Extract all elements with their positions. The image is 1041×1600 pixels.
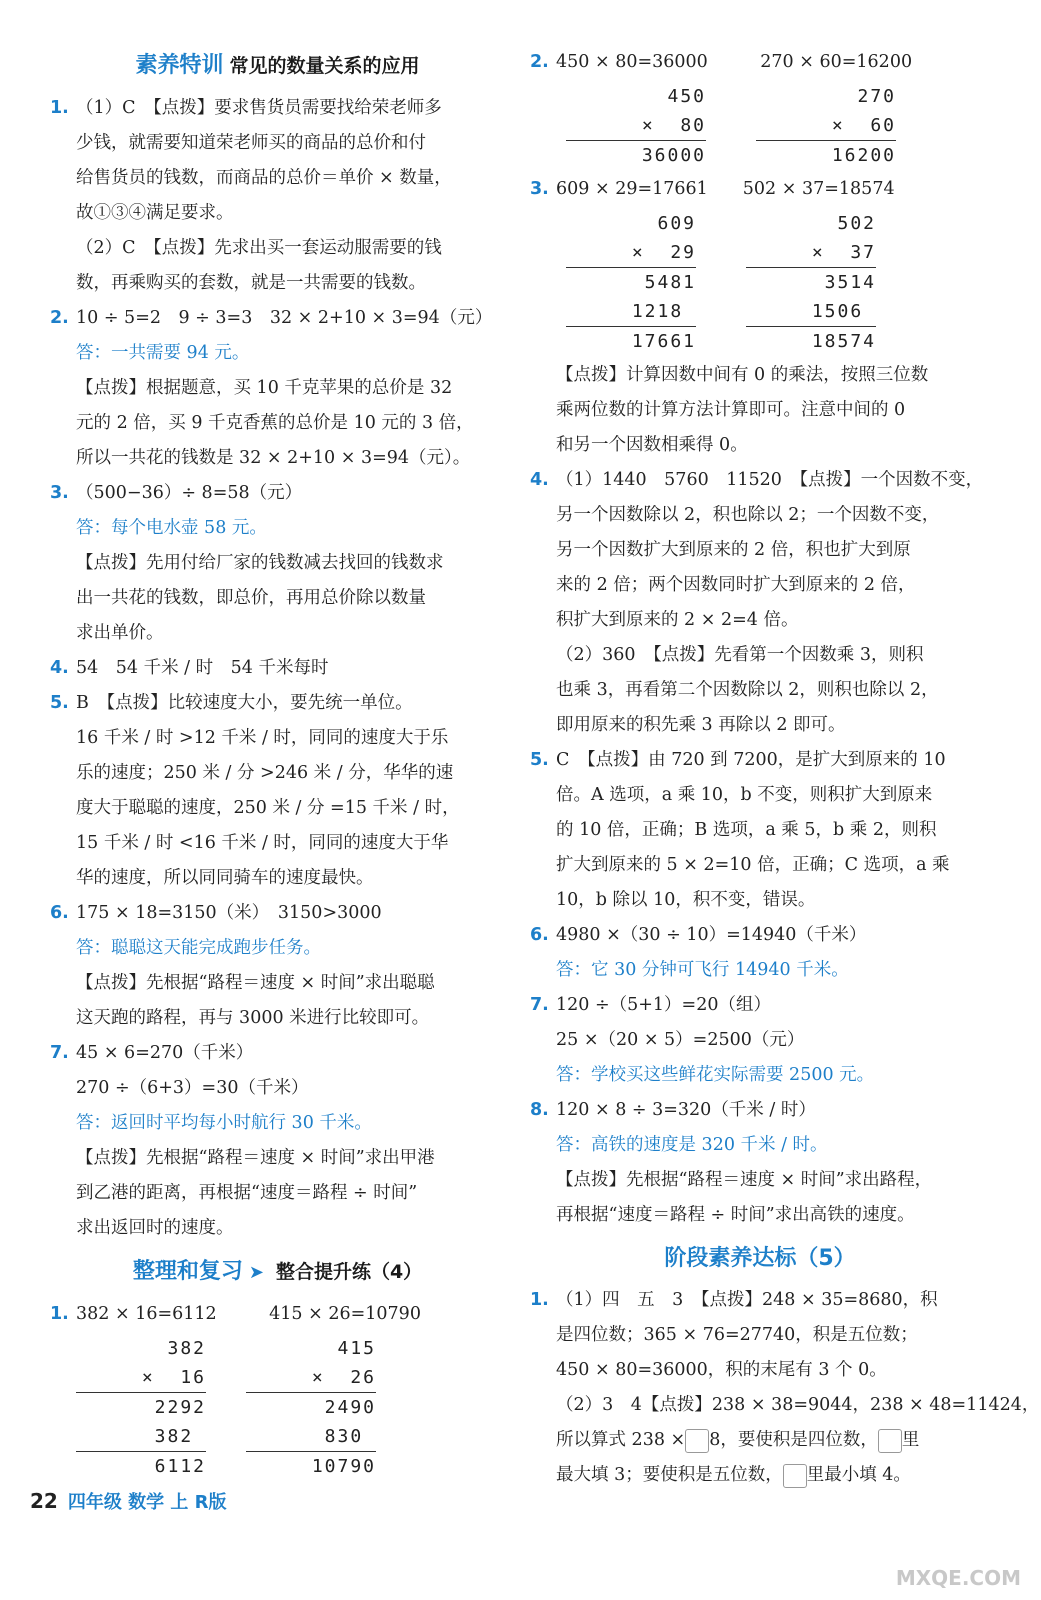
section-title-1: 素养特训 常见的数量关系的应用 [135, 53, 420, 78]
q5-line1: 5. B 【点拨】比较速度大小，要先统一单位。 [50, 693, 413, 713]
review-q3-tip3: 和另一个因数相乘得 0。 [556, 435, 748, 455]
q6-line1: 6. 175 × 18=3150（米） 3150>3000 [50, 903, 382, 923]
vertical-calc-502x37: 502 × 37 3514 1506 18574 [746, 209, 876, 356]
review-q8-line1: 8. 120 × 8 ÷ 3=320（千米 / 时） [530, 1100, 816, 1120]
review-q1-line1: 1. 382 × 16=6112 415 × 26=10790 [50, 1304, 421, 1324]
stage-q1-line6: 最大填 3；要使积是五位数， 里最小填 4。 [530, 1458, 990, 1493]
q7-tip3: 求出返回时的速度。 [76, 1218, 234, 1238]
stage-q1-line1: 1. （1）四 五 3 【点拨】248 × 35=8680，积 [530, 1290, 938, 1310]
page-number: 22 [30, 1489, 58, 1513]
q7-tip2: 到乙港的距离，再根据“速度＝路程 ÷ 时间” [76, 1183, 418, 1203]
q1-line6: 数，再乘购买的套数，就是一共需要的钱数。 [76, 273, 426, 293]
stage-q1-line5: 所以算式 238 × 8，要使积是四位数， 里 [530, 1423, 990, 1458]
q3-tip3: 求出单价。 [76, 623, 164, 643]
review-q4-line8: 即用原来的积先乘 3 再除以 2 即可。 [556, 715, 846, 735]
q5-line2: 16 千米 / 时 >12 千米 / 时，同同的速度大于乐 [76, 728, 449, 748]
review-q8-tip1: 【点拨】先根据“路程＝速度 × 时间”求出路程， [556, 1170, 933, 1190]
review-q3-tip2: 乘两位数的计算方法计算即可。注意中间的 0 [556, 400, 906, 420]
q2-line1: 2. 10 ÷ 5=2 9 ÷ 3=3 32 × 2+10 × 3=94（元） [50, 308, 493, 328]
review-q4-line6: （2）360 【点拨】先看第一个因数乘 3，则积 [556, 645, 924, 665]
q2-tip1: 【点拨】根据题意，买 10 千克苹果的总价是 32 [76, 378, 453, 398]
review-q2-line1: 2. 450 × 80=36000 270 × 60=16200 [530, 52, 913, 72]
q4-line1: 4. 54 54 千米 / 时 54 千米每时 [50, 658, 329, 678]
q1-line1: 1. （1）C 【点拨】要求售货员需要找给荣老师多 [50, 98, 442, 118]
review-q5-line3: 的 10 倍，正确；B 选项，a 乘 5，b 乘 2，则积 [556, 820, 937, 840]
q6-tip1: 【点拨】先根据“路程＝速度 × 时间”求出聪聪 [76, 973, 435, 993]
review-q4-line5: 积扩大到原来的 2 × 2=4 倍。 [556, 610, 799, 630]
vertical-calc-270x60: 270 × 60 16200 [756, 82, 896, 170]
section-title-2: 整理和复习 ➤ 整合提升练（4） [132, 1259, 423, 1284]
review-q4-line3: 另一个因数扩大到原来的 2 倍，积也扩大到原 [556, 540, 911, 560]
arrow-right-icon: ➤ [248, 1262, 264, 1283]
vertical-calc-382x16: 382 × 16 2292 382 6112 [76, 1334, 206, 1481]
review-q8-tip2: 再根据“速度＝路程 ÷ 时间”求出高铁的速度。 [556, 1205, 915, 1225]
q1-line4: 故①③④满足要求。 [76, 203, 234, 223]
q2-answer: 答：一共需要 94 元。 [76, 343, 250, 363]
q6-answer: 答：聪聪这天能完成跑步任务。 [76, 938, 321, 958]
watermark: MXQE.COM [895, 1566, 1021, 1590]
review-q4-line7: 也乘 3，再看第二个因数除以 2，则积也除以 2， [556, 680, 939, 700]
book-title: 四年级 数学 上 R版 [67, 1492, 227, 1513]
vertical-calcs-3 [566, 209, 990, 356]
stage-q1-line3: 450 × 80=36000，积的末尾有 3 个 0。 [556, 1360, 887, 1380]
q1-line3: 给售货员的钱数，而商品的总价＝单价 × 数量， [76, 168, 452, 188]
q1-line2: 少钱，就需要知道荣老师买的商品的总价和付 [76, 133, 426, 153]
stage-q1-line4: （2）3 4【点拨】238 × 38=9044，238 × 48=11424， [556, 1395, 1040, 1415]
left-column [50, 40, 505, 1483]
q6-tip2: 这天跑的路程，再与 3000 米进行比较即可。 [76, 1008, 430, 1028]
review-q7-line1: 7. 120 ÷（5+1）=20（组） [530, 995, 771, 1015]
q3-answer: 答：每个电水壶 58 元。 [76, 518, 267, 538]
review-q7-answer: 答：学校买这些鲜花实际需要 2500 元。 [556, 1065, 875, 1085]
q7-answer: 答：返回时平均每小时航行 30 千米。 [76, 1113, 372, 1133]
blank-box [783, 1464, 807, 1488]
page-footer [30, 1488, 227, 1514]
q5-line3: 乐的速度；250 米 / 分 >246 米 / 分，华华的速 [76, 763, 454, 783]
review-q3-line1: 3. 609 × 29=17661 502 × 37=18574 [530, 179, 895, 199]
right-column [530, 40, 1040, 1493]
q5-line6: 华的速度，所以同同骑车的速度最快。 [76, 868, 374, 888]
review-q6-line1: 6. 4980 ×（30 ÷ 10）=14940（千米） [530, 925, 867, 945]
q3-line1: 3. （500−36）÷ 8=58（元） [50, 483, 303, 503]
vertical-calcs-1 [76, 1334, 505, 1481]
review-q5-line5: 10，b 除以 10，积不变，错误。 [556, 890, 816, 910]
review-q5-line1: 5. C 【点拨】由 720 到 7200，是扩大到原来的 10 [530, 750, 946, 770]
q5-line4: 度大于聪聪的速度，250 米 / 分 =15 千米 / 时， [76, 798, 460, 818]
review-q6-answer: 答：它 30 分钟可飞行 14940 千米。 [556, 960, 849, 980]
q3-tip2: 出一共花的钱数，即总价，再用总价除以数量 [76, 588, 426, 608]
q5-line5: 15 千米 / 时 <16 千米 / 时，同同的速度大于华 [76, 833, 449, 853]
review-q4-line2: 另一个因数除以 2，积也除以 2；一个因数不变， [556, 505, 940, 525]
stage-q1-line2: 是四位数；365 × 76=27740，积是五位数； [556, 1325, 918, 1345]
vertical-calc-415x26: 415 × 26 2490 830 10790 [246, 1334, 376, 1481]
review-q5-line4: 扩大到原来的 5 × 2=10 倍，正确；C 选项，a 乘 [556, 855, 950, 875]
review-q5-line2: 倍。A 选项，a 乘 10，b 不变，则积扩大到原来 [556, 785, 933, 805]
q2-tip2: 元的 2 倍，买 9 千克香蕉的总价是 10 元的 3 倍， [76, 413, 474, 433]
q7-line1: 7. 45 × 6=270（千米） [50, 1043, 254, 1063]
q1-line5: （2）C 【点拨】先求出买一套运动服需要的钱 [76, 238, 442, 258]
blank-box [685, 1429, 709, 1453]
review-q8-answer: 答：高铁的速度是 320 千米 / 时。 [556, 1135, 828, 1155]
vertical-calc-609x29: 609 × 29 5481 1218 17661 [566, 209, 696, 356]
review-q4-line4: 来的 2 倍；两个因数同时扩大到原来的 2 倍， [556, 575, 916, 595]
review-q7-line2: 25 ×（20 × 5）=2500（元） [556, 1030, 805, 1050]
review-q3-tip1: 【点拨】计算因数中间有 0 的乘法，按照三位数 [556, 365, 929, 385]
q2-tip3: 所以一共花的钱数是 32 × 2+10 × 3=94（元）。 [76, 448, 471, 468]
blank-box [878, 1429, 902, 1453]
review-q4-line1: 4. （1）1440 5760 11520 【点拨】一个因数不变， [530, 470, 984, 490]
q7-tip1: 【点拨】先根据“路程＝速度 × 时间”求出甲港 [76, 1148, 435, 1168]
vertical-calc-450x80: 450 × 80 36000 [566, 82, 706, 170]
q3-tip1: 【点拨】先用付给厂家的钱数减去找回的钱数求 [76, 553, 444, 573]
vertical-calcs-2 [566, 82, 990, 170]
q7-line2: 270 ÷（6+3）=30（千米） [76, 1078, 309, 1098]
section-title-3: 阶段素养达标（5） [664, 1246, 856, 1271]
